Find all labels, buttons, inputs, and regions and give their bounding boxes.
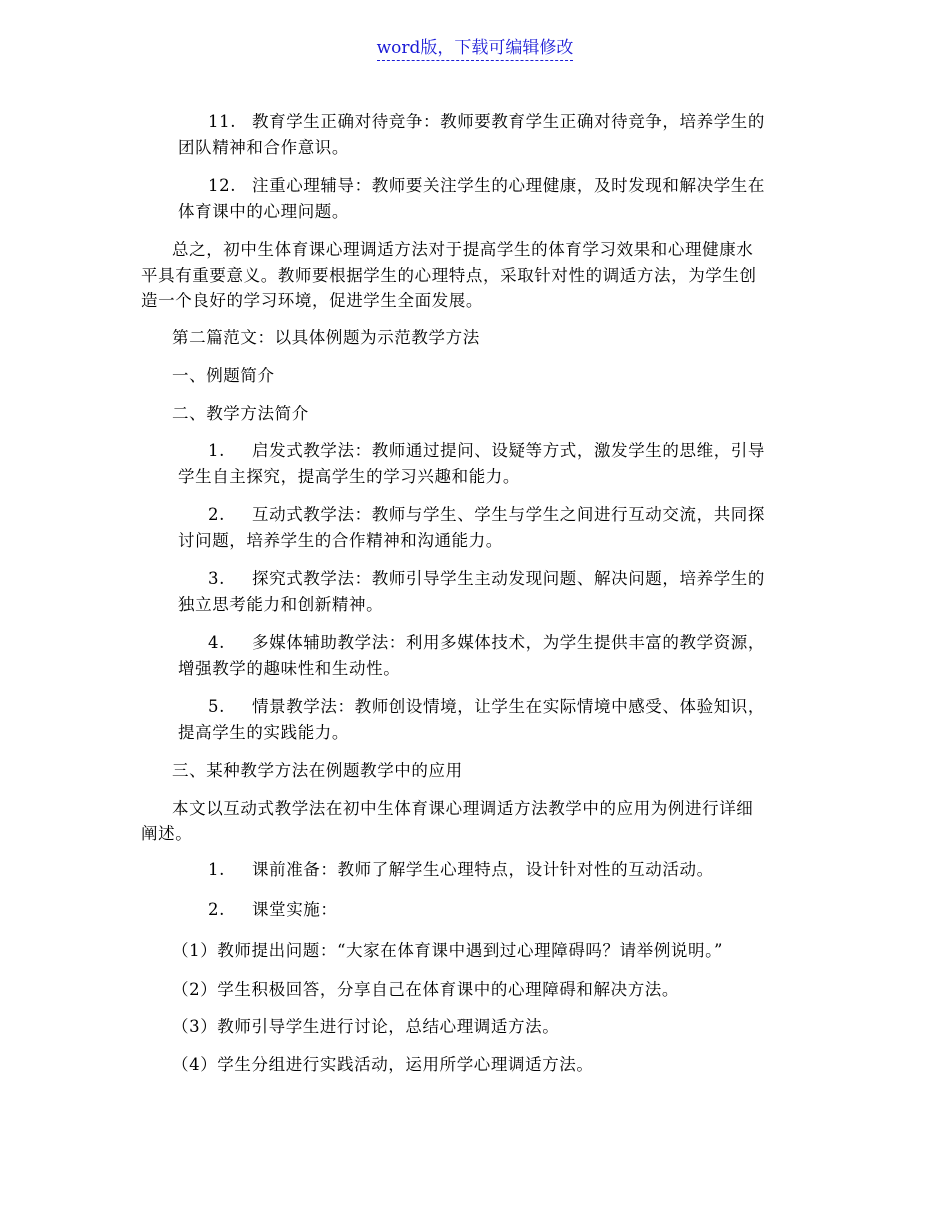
- list-item-11: [208, 112, 765, 132]
- list-item-12: [208, 176, 765, 196]
- item-number: 4.: [208, 633, 225, 652]
- item-text: 探究式教学法：教师引导学生主动发现问题、解决问题，培养学生的: [252, 569, 765, 588]
- summary-paragraph-line: 平具有重要意义。教师要根据学生的心理特点，采取针对性的调适方法，为学生创: [141, 266, 757, 285]
- item-text: 多媒体辅助教学法：利用多媒体技术，为学生提供丰富的教学资源，: [252, 633, 765, 652]
- download-link[interactable]: word版，下载可编辑修改: [377, 38, 574, 61]
- section-heading: 一、例题简介: [172, 366, 275, 385]
- item-text: 课前准备：教师了解学生心理特点，设计针对性的互动活动。: [252, 860, 714, 879]
- method-item: [208, 441, 765, 461]
- method-item-continuation: 独立思考能力和创新精神。: [178, 595, 384, 614]
- method-item: [208, 697, 765, 717]
- method-item-continuation: 增强教学的趣味性和生动性。: [178, 659, 401, 678]
- method-item: [208, 505, 765, 525]
- substep-item: （2）学生积极回答，分享自己在体育课中的心理障碍和解决方法。: [172, 980, 679, 999]
- item-number: 3.: [208, 569, 225, 588]
- section-heading: 二、教学方法简介: [172, 404, 309, 423]
- item-text: 注重心理辅导：教师要关注学生的心理健康，及时发现和解决学生在: [252, 176, 765, 195]
- method-item-continuation: 讨问题，培养学生的合作精神和沟通能力。: [178, 531, 503, 550]
- intro-paragraph-line: 本文以互动式教学法在初中生体育课心理调适方法教学中的应用为例进行详细: [172, 799, 754, 818]
- list-item-12-continuation: 体育课中的心理问题。: [178, 202, 349, 221]
- item-text: 启发式教学法：教师通过提问、设疑等方式，激发学生的思维，引导: [252, 441, 765, 460]
- method-item-continuation: 学生自主探究，提高学生的学习兴趣和能力。: [178, 467, 520, 486]
- item-number: 2.: [208, 900, 225, 919]
- substep-item: （1）教师提出问题：“大家在体育课中遇到过心理障碍吗？请举例说明。”: [172, 941, 724, 960]
- step-item: [208, 900, 338, 920]
- item-number: 2.: [208, 505, 225, 524]
- method-item: [208, 633, 765, 653]
- summary-paragraph-line: 造一个良好的学习环境，促进学生全面发展。: [141, 291, 483, 310]
- method-item-continuation: 提高学生的实践能力。: [178, 723, 349, 742]
- summary-paragraph-line: 总之，初中生体育课心理调适方法对于提高学生的体育学习效果和心理健康水: [172, 240, 754, 259]
- item-text: 情景教学法：教师创设情境，让学生在实际情境中感受、体验知识，: [252, 697, 765, 716]
- item-number: 1.: [208, 860, 225, 879]
- item-number: 1.: [208, 441, 225, 460]
- list-item-11-continuation: 团队精神和合作意识。: [178, 138, 349, 157]
- item-text: 互动式教学法：教师与学生、学生与学生之间进行互动交流，共同探: [252, 505, 765, 524]
- page-header: [0, 37, 950, 59]
- item-text: 课堂实施：: [252, 900, 338, 919]
- second-article-title: 第二篇范文：以具体例题为示范教学方法: [172, 328, 480, 347]
- item-text: 教育学生正确对待竞争：教师要教育学生正确对待竞争，培养学生的: [252, 112, 765, 131]
- substep-item: （4）学生分组进行实践活动，运用所学心理调适方法。: [172, 1055, 594, 1074]
- method-item: [208, 569, 765, 589]
- item-number: 5.: [208, 697, 225, 716]
- item-number: 12.: [208, 176, 237, 195]
- section-heading: 三、某种教学方法在例题教学中的应用: [172, 761, 463, 780]
- item-number: 11.: [208, 112, 237, 131]
- step-item: [208, 860, 714, 880]
- intro-paragraph-line: 阐述。: [141, 824, 193, 843]
- substep-item: （3）教师引导学生进行讨论，总结心理调适方法。: [172, 1017, 560, 1036]
